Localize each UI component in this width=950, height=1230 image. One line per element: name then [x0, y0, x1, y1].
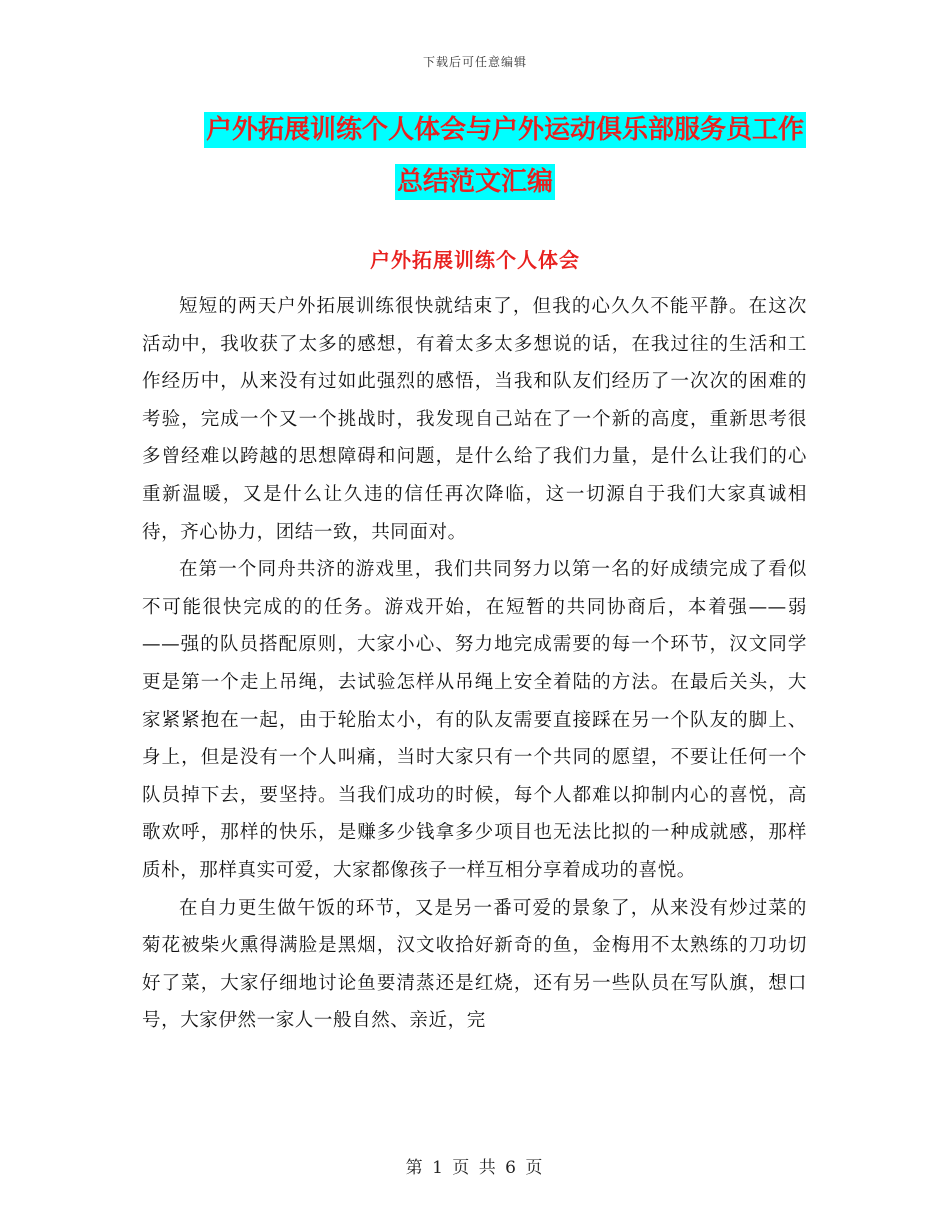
- paragraph-1: 短短的两天户外拓展训练很快就结束了，但我的心久久不能平静。在这次活动中，我收获了太多的感想，有着太多太多想说的话，在我过往的生活和工作经历中，从来没有过如此强烈的感悟，当我和队友们经历了一次次的困难的考验，完成一个又一个挑战时，我发现自己站在了一个新的高度，重新思考很多曾经难以跨越的思想障碍和问题，是什么给了我们力量，是什么让我们的心重新温暖，又是什么让久违的信任再次降临，这一切源自于我们大家真诚相待，齐心协力，团结一致，共同面对。: [142, 296, 807, 543]
- document-title-line-1: 户外拓展训练个人体会与户外运动俱乐部服务员工作: [204, 112, 806, 148]
- paragraph-3: 在自力更生做午饭的环节，又是另一番可爱的景象了，从来没有炒过菜的菊花被柴火熏得满脸是黑烟，汉文收拾好新奇的鱼，金梅用不太熟练的刀功切好了菜，大家仔细地讨论鱼要清蒸还是红烧，还有另一些队员在写队旗，想口号，大家伊然一家人一般自然、亲近，完: [142, 897, 807, 1032]
- header-note: 下载后可任意编辑: [422, 55, 527, 69]
- document-title: [0, 104, 950, 208]
- document-title-line-2: 总结范文汇编: [395, 164, 555, 200]
- section-title: 户外拓展训练个人体会: [370, 248, 580, 272]
- page-footer: 第 1 页 共 6 页: [405, 1158, 545, 1178]
- paragraph-2: 在第一个同舟共济的游戏里，我们共同努力以第一名的好成绩完成了看似不可能很快完成的的任务。游戏开始，在短暂的共同协商后，本着强——弱——强的队员搭配原则，大家小心、努力地完成需要的每一个环节，汉文同学更是第一个走上吊绳，去试验怎样从吊绳上安全着陆的方法。在最后关头，大家紧紧抱在一起，由于轮胎太小，有的队友需要直接踩在另一个队友的脚上、身上，但是没有一个人叫痛，当时大家只有一个共同的愿望，不要让任何一个队员掉下去，要坚持。当我们成功的时候，每个人都难以抑制内心的喜悦，高歌欢呼，那样的快乐，是赚多少钱拿多少项目也无法比拟的一种成就感，那样质朴，那样真实可爱，大家都像孩子一样互相分享着成功的喜悦。: [142, 559, 807, 881]
- body-text: [142, 288, 807, 1040]
